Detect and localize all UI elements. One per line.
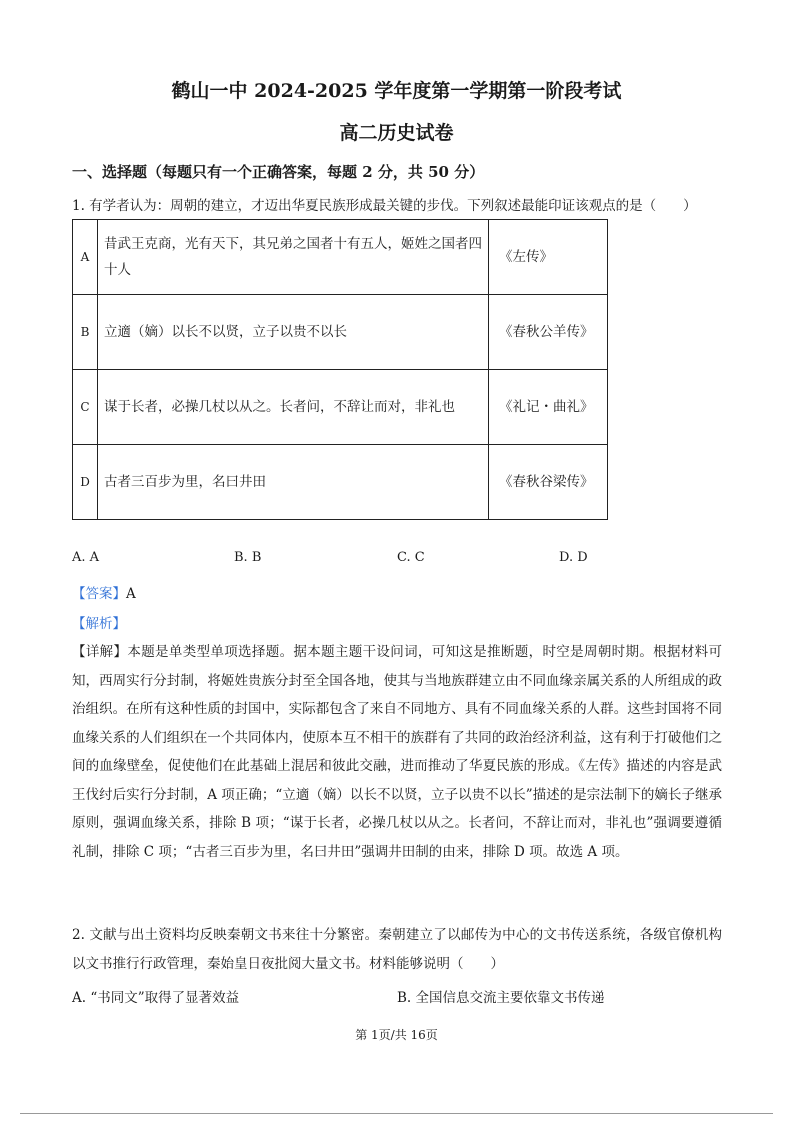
row-source: 《春秋谷梁传》 [489,445,608,520]
section-heading: 一、选择题（每题只有一个正确答案，每题 2 分，共 50 分） [72,163,485,181]
detail-tag: 【详解】 [72,644,128,660]
question-2-stem: 2. 文献与出土资料均反映秦朝文书来往十分繁密。秦朝建立了以邮传为中心的文书传送系统，各级官僚机构以文书推行行政管理，秦始皇日夜批阅大量文书。材料能够说明（ ） [72,927,722,972]
analysis-tag: 【解析】 [72,616,126,632]
detail-text: 本题是单类型单项选择题。据本题主题干设问词，可知这是推断题，时空是周朝时期。根据材料可知，西周实行分封制，将姬姓贵族分封至全国各地，使其与当地族群建立由不同血缘亲属关系的人所组成的政治组织。在所有这种性质的封国中，实际都包含了来自不同地方、具有不同血缘关系的人群。这些封国将不同血缘关系的人们组织在一个共同体内，使原本互不相干的族群有了共同的政治经济利益，这有利于打破他们之间的血缘壁垒，促使他们在此基础上混居和彼此交融，进而推动了华夏民族的形成。《左传》描述的内容是武王伐纣后实行分封制，A 项正确；“立適（嫡）以长不以贤，立子以贵不以长”描述的是宗法制下的嫡长子继承原则，强调血缘关系，排除 B 项；“谋于长者，必操几杖以从之。长者问，不辞让而对，非礼也”强调要遵循礼制，排除 C 项；“古者三百步为里，名曰井田”强调井田制的由来，排除 D 项。故选 A 项。 [72,644,723,860]
answer-line [72,582,136,602]
q2-choice-b[interactable]: B. 全国信息交流主要依靠文书传递 [397,990,605,1006]
choice-b[interactable]: B. B [234,550,262,565]
table-row [73,370,608,445]
question-1-stem: 1. 有学者认为：周朝的建立，才迈出华夏民族形成最关键的步伐。下列叙述最能印证该观点的是（ ） [72,198,697,214]
row-text: 古者三百步为里，名曰井田 [98,445,489,520]
choice-c[interactable]: C. C [397,550,425,565]
row-label: D [73,445,98,520]
exam-title: 鹤山一中 2024-2025 学年度第一学期第一阶段考试 [171,80,622,102]
row-source: 《礼记・曲礼》 [489,370,608,445]
exam-subtitle: 高二历史试卷 [339,122,454,144]
row-label: A [73,220,98,295]
choice-d[interactable]: D. D [559,550,588,565]
table-row [73,445,608,520]
page-bottom-divider [20,1113,773,1114]
analysis-line [72,612,126,632]
row-label: B [73,295,98,370]
answer-value: A [126,586,136,602]
row-text: 昔武王克商，光有天下，其兄弟之国者十有五人，姬姓之国者四十人 [98,220,489,295]
row-source: 《左传》 [489,220,608,295]
question-1-options-table [72,219,608,520]
row-text: 立適（嫡）以长不以贤，立子以贵不以长 [98,295,489,370]
table-row [73,295,608,370]
detail-paragraph [72,638,722,866]
row-label: C [73,370,98,445]
row-source: 《春秋公羊传》 [489,295,608,370]
q2-choice-a[interactable]: A. “书同文”取得了显著效益 [72,990,240,1006]
choice-a[interactable]: A. A [72,550,100,565]
row-text: 谋于长者，必操几杖以从之。长者问，不辞让而对，非礼也 [98,370,489,445]
answer-tag: 【答案】 [72,586,126,602]
table-row [73,220,608,295]
page-footer: 第 1页/共 16页 [355,1028,438,1042]
